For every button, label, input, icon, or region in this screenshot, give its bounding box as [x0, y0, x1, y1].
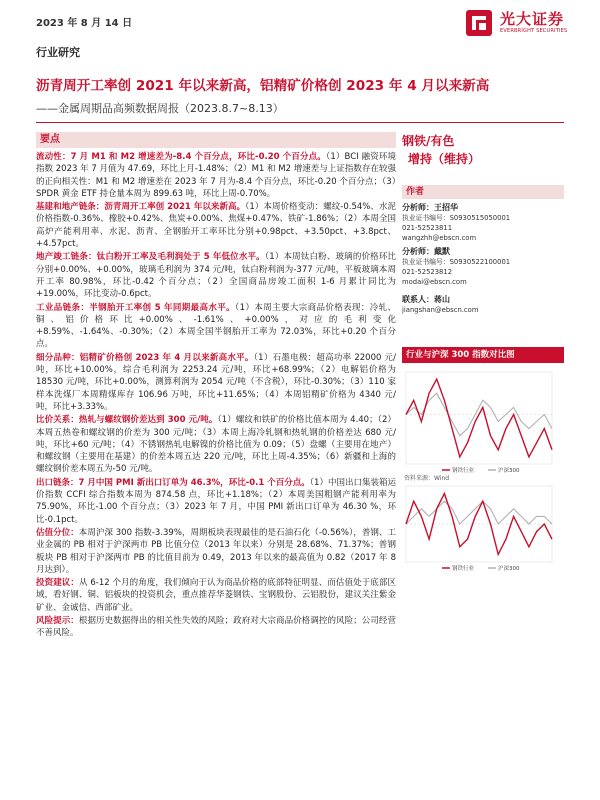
key-point-heading: 细分品种：铝精矿价格创 2023 年 4 月以来新高水平。	[36, 352, 254, 363]
report-category: 行业研究	[36, 46, 80, 59]
logo-mark-icon	[464, 8, 494, 38]
chart-source: 资料来源：Wind	[404, 475, 450, 482]
key-point-body: （1）中国出口集装箱运价指数 CCFI 综合指数本周为 874.58 点，环比+1.18%；（2）本周美国粗钢产能利用率为 75.90%，环比-1.00 个百分点；（3）2023 年 7 月，中国 PMI 新出口订单为 46.30 %，环比-0.1pct。	[36, 477, 396, 525]
analyst-card	[402, 203, 564, 243]
key-point-body: （1）螺纹和铁矿的价格比值本周为 4.40；（2）本周五热卷和螺纹钢的价差为 300 元/吨；（3）本周上海冷轧钢和热轧钢的价格差达 680 元/吨，环比+60 元/吨；（4）不锈钢热轧电解镍的价格比值为 0.09；（5）盘螺（主要用在地产）和螺纹钢（主要用在基建）的价差本周五达 220 元/吨，环比上周-4.35%；（6）新疆和上海的螺纹钢价差本周五为-50 元/吨。	[36, 415, 396, 475]
company-logo	[464, 6, 574, 42]
report-date: 2023 年 8 月 14 日	[36, 18, 133, 29]
sidebar	[402, 132, 564, 315]
key-point-heading: 估值分位：	[36, 527, 79, 538]
analyst-phone: 021-52523811	[402, 224, 453, 232]
key-point-paragraph	[36, 251, 396, 300]
analyst-phone: 021-52523812	[402, 268, 453, 276]
key-point-heading: 风险提示：	[36, 615, 79, 626]
key-point-paragraph	[36, 527, 396, 576]
section-header-key-points: 要点	[36, 132, 396, 148]
key-point-heading: 流动性：7 月 M1 和 M2 增速差为-8.4 个百分点，环比-0.20 个百分点。	[36, 152, 326, 162]
comparison-chart	[402, 366, 564, 572]
page-title: 沥青周开工率创 2021 年以来新高，铝精矿价格创 2023 年 4 月以来新高	[36, 78, 490, 94]
key-point-body: 从 6-12 个月的角度，我们倾向于认为商品价格的底部特征明显、而估值处于底部区域，看好钢、铜、铝板块的投资机会，重点推荐华菱钢铁、宝钢股份、云铝股份，建议关注紫金矿业、金诚信、西部矿业。	[36, 578, 396, 613]
analyst-name: 分析师：戴默	[402, 247, 450, 256]
rating-value: 增持（维持）	[408, 152, 481, 166]
key-point-heading: 比价关系：热轧与螺纹钢价差达到 300 元/吨。	[36, 415, 218, 426]
legend-label: 钢铁行业	[452, 468, 475, 474]
key-point-paragraph	[36, 615, 396, 640]
logo-chinese: 光大证券	[500, 10, 565, 28]
main-content	[36, 132, 396, 641]
key-point-body: （1）本周主要大宗商品价格表现：冷轧、铜、铝价格环比+0.00%、-1.61%、+0.00%，对应的毛利变化+8.59%、-1.64%、-0.30%；（2）本周全国半钢胎开工率为 72.03%，环比+0.20 个百分点。	[36, 302, 396, 350]
page-subtitle: ——金属周期品高频数据周报（2023.8.7~8.13）	[36, 102, 284, 115]
analyst-email[interactable]: modai@ebscn.com	[402, 278, 467, 286]
chart-series-line-index	[406, 501, 552, 524]
chart-panel-frame	[406, 372, 552, 464]
key-point-paragraph	[36, 577, 396, 614]
key-point-body: （1）BCI 融资环境指数 2023 年 7 月值为 47.69，环比上月-1.48%；（2）M1 和 M2 增速差与上证指数存在较强的正向相关性：M1 和 M2 增速差在 2023 年 7 月为-8.4 个百分点，环比-0.20 个百分点；（3）SPDR 黄金 ETF 持仓量本周为 899.63 吨，环比上周-0.70%。	[36, 152, 397, 199]
key-point-body: （1）本周钛白粉、玻璃的价格环比分别+0.00%、+0.00%，玻璃毛利润为 374 元/吨，钛白粉利润为-377 元/吨，平板玻璃本周开工率 80.98%，环比-0.42 个百分点；（2）全国商品房竣工面积 1-6 月累计同比为+19.00%，环比变动-0.6pct。	[36, 252, 396, 300]
key-point-heading: 出口链条：7 月中国 PMI 新出口订单为 46.3%，环比-0.1 个百分点。	[36, 477, 310, 488]
rating-sector: 钢铁/有色	[402, 134, 455, 148]
key-point-heading: 工业品链条：半钢胎开工率创 5 年同期最高水平。	[36, 302, 236, 313]
key-point-paragraph	[36, 352, 396, 413]
key-point-paragraph	[36, 201, 396, 250]
contact-email[interactable]: jiangshan@ebscn.com	[402, 306, 479, 314]
key-point-paragraph	[36, 302, 396, 351]
chart-series-line-sector	[406, 379, 552, 457]
key-point-heading: 投资建议：	[36, 578, 79, 589]
legend-label: 钢铁行业	[452, 566, 475, 572]
legend-label: 沪深300	[498, 468, 520, 474]
key-point-paragraph	[36, 477, 396, 526]
key-point-heading: 地产竣工链条：钛白粉开工率及毛利润处于 5 年低位水平。	[36, 252, 265, 263]
analyst-cert: 执业证书编号：S0930515050001	[402, 214, 511, 222]
title-divider	[36, 122, 564, 123]
analyst-card	[402, 247, 564, 287]
analyst-email[interactable]: wangzhh@ebscn.com	[402, 234, 477, 242]
key-point-body: （1）石墨电极：超高功率 22000 元/吨，环比+10.00%，综合毛利润为 2253.24 元/吨，环比+68.99%；（2）电解铝价格为 18530 元/吨，环比+0.00%，测算利润为 2054 元/吨（不含税），环比-0.30%；（3）110 家样本洗煤厂本周精煤库存 106.96 万吨，环比+11.65%；（4）本周铝精矿价格为 4340 元/吨，环比+3.33%。	[36, 352, 396, 412]
key-point-body: 本周沪深 300 指数-3.39%，周期板块表现最佳的是石油石化（-0.56%），普钢、工业金属的 PB 相对于沪深两市 PB 比值分位（2013 年以来）分别是 28.68%、71.37%；普钢板块 PB 相对于沪深两市 PB 的比值目前为 0.49，2013 年以来的最高值为 0.82（2017 年 8 月达到）。	[36, 527, 396, 575]
key-point-paragraph	[36, 151, 396, 200]
contact-card	[402, 295, 564, 315]
key-point-heading: 基建和地产链条：沥青周开工率创 2021 年以来新高。	[36, 202, 246, 213]
key-point-paragraph	[36, 414, 396, 475]
analyst-cert: 执业证书编号：S0930522100001	[402, 258, 511, 266]
legend-label: 沪深300	[498, 566, 520, 572]
author-header: 作者	[402, 185, 564, 199]
chart-title: 行业与沪深 300 指数对比图	[402, 347, 564, 363]
chart-area	[402, 366, 564, 572]
key-point-body: 根据历史数据得出的相关性失效的风险；政府对大宗商品价格调控的风险；公司经营不善风险。	[36, 615, 396, 639]
analyst-name: 分析师：王招华	[402, 203, 458, 212]
logo-english: EVERBRIGHT SECURITIES	[500, 28, 568, 34]
key-point-body: （1）本周价格变动：螺纹-0.54%、水泥价格指数-0.36%、橡胶+0.42%、焦炭+0.00%、焦煤+0.47%、铁矿-1.86%；（2）本周全国高炉产能利用率、水泥、沥青、全钢胎开工率环比分别+0.98pct、+3.50pct、+3.8pct、+4.57pct。	[36, 202, 397, 250]
key-points-list	[36, 151, 396, 640]
contact-name: 联系人：蒋山	[402, 295, 450, 304]
